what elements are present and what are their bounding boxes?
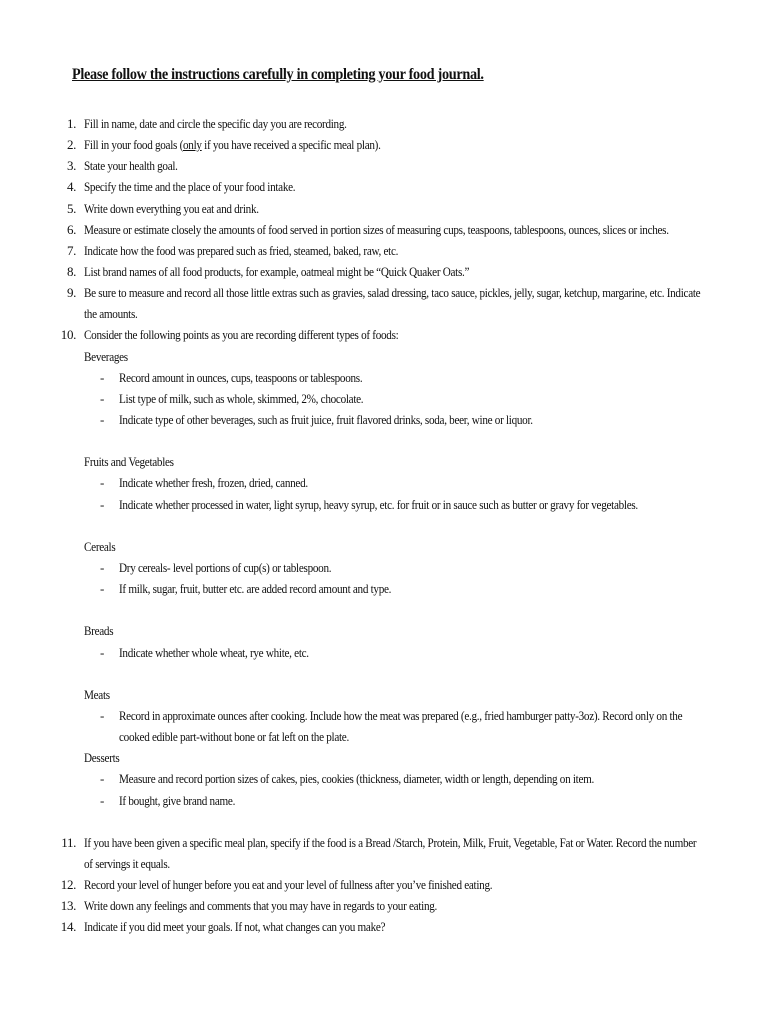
item-text-part: if you have received a specific meal plan). [201, 137, 381, 153]
item-text: Indicate how the food was prepared such as fried, steamed, baked, raw, etc. [84, 242, 399, 258]
spacer [0, 515, 770, 536]
item-text: Specify the time and the place of your food intake. [84, 179, 296, 195]
dash-bullet: - [100, 792, 104, 808]
point-text: cooked edible part-without bone or fat left on the plate. [119, 729, 349, 745]
category-heading [0, 536, 770, 557]
underlined-word: only [182, 137, 202, 153]
bullet-point [0, 409, 770, 430]
category-heading [0, 747, 770, 768]
list-item-continuation [0, 303, 770, 324]
list-item [0, 916, 770, 937]
point-text: Indicate whether processed in water, light syrup, heavy syrup, etc. for fruit or in sauce such as butter or gravy for vegetables. [119, 496, 638, 512]
bullet-point [0, 768, 770, 789]
item-number: 6. [66, 221, 76, 237]
point-text: Record in approximate ounces after cooking. Include how the meat was prepared (e.g., fried hamburger patty-3oz). Record only on the [119, 707, 683, 723]
item-number: 11. [61, 834, 76, 850]
item-text: Write down everything you eat and drink. [84, 200, 259, 216]
point-text: If milk, sugar, fruit, butter etc. are added record amount and type. [119, 581, 392, 597]
dash-bullet: - [100, 496, 104, 512]
spacer [0, 599, 770, 620]
point-text: Indicate whether fresh, frozen, dried, canned. [119, 475, 308, 491]
item-text: If you have been given a specific meal plan, specify if the food is a Bread /Starch, Protein, Milk, Fruit, Vegetable, Fat or Water. Record the number [84, 834, 697, 850]
instructions-list [0, 113, 770, 937]
point-text: Dry cereals- level portions of cup(s) or tablespoon. [119, 559, 332, 575]
item-number: 10. [60, 327, 76, 343]
list-item [0, 895, 770, 916]
item-number: 4. [66, 179, 76, 195]
point-text: Indicate whether whole wheat, rye white, etc. [119, 644, 309, 660]
list-item [0, 324, 770, 345]
point-text: Record amount in ounces, cups, teaspoons or tablespoons. [119, 369, 363, 385]
list-item [0, 113, 770, 134]
category-name: Breads [84, 623, 114, 639]
bullet-point [0, 472, 770, 493]
item-number: 2. [66, 137, 76, 153]
item-number: 13. [60, 898, 76, 914]
item-text: Indicate if you did meet your goals. If not, what changes can you make? [84, 919, 386, 935]
category-heading [0, 451, 770, 472]
bullet-point [0, 494, 770, 515]
bullet-point [0, 705, 770, 726]
item-text: Fill in name, date and circle the specific day you are recording. [84, 116, 347, 131]
document-title: Please follow the instructions carefully in completing your food journal. [72, 66, 484, 83]
item-number: 14. [60, 919, 76, 935]
point-text: List type of milk, such as whole, skimmed, 2%, chocolate. [119, 390, 364, 406]
point-text: Indicate type of other beverages, such as fruit juice, fruit flavored drinks, soda, beer, wine or liquor. [119, 411, 533, 427]
item-number: 1. [66, 116, 76, 131]
list-item [0, 832, 770, 853]
list-item [0, 134, 770, 155]
category-heading [0, 620, 770, 641]
spacer [0, 663, 770, 684]
category-name: Desserts [84, 750, 120, 766]
item-text: Write down any feelings and comments that you may have in regards to your eating. [84, 898, 438, 914]
category-heading [0, 346, 770, 367]
category-name: Beverages [84, 348, 128, 364]
dash-bullet: - [100, 644, 104, 660]
bullet-point [0, 557, 770, 578]
item-text-part: Fill in your food goals ( [84, 137, 183, 153]
bullet-point [0, 790, 770, 811]
bullet-point [0, 578, 770, 599]
item-number: 8. [66, 263, 76, 279]
item-text [84, 134, 381, 155]
bullet-point-continuation [0, 726, 770, 747]
dash-bullet: - [100, 559, 104, 575]
spacer [0, 430, 770, 451]
list-item [0, 261, 770, 282]
item-text: Be sure to measure and record all those little extras such as gravies, salad dressing, taco sauce, pickles, jelly, sugar, ketchup, margarine, etc. Indicate [84, 285, 701, 301]
item-text: Measure or estimate closely the amounts of food served in portion sizes of measuring cups, teaspoons, tablespoons, ounces, slices or inches. [84, 221, 669, 237]
dash-bullet: - [100, 771, 104, 787]
dash-bullet: - [100, 475, 104, 491]
list-item [0, 155, 770, 176]
dash-bullet: - [100, 707, 104, 723]
list-item [0, 282, 770, 303]
category-name: Meats [84, 686, 110, 702]
dash-bullet: - [100, 390, 104, 406]
point-text: Measure and record portion sizes of cakes, pies, cookies (thickness, diameter, width or length, depending on item. [119, 771, 595, 787]
item-number: 12. [60, 877, 76, 893]
point-text: If bought, give brand name. [119, 792, 236, 808]
item-text: Consider the following points as you are recording different types of foods: [84, 327, 399, 343]
bullet-point [0, 388, 770, 409]
bullet-point [0, 367, 770, 388]
item-text: State your health goal. [84, 158, 178, 174]
list-item [0, 219, 770, 240]
bullet-point [0, 642, 770, 663]
item-text: Record your level of hunger before you eat and your level of fullness after you’ve finished eating. [84, 877, 493, 893]
list-item [0, 874, 770, 895]
list-item [0, 176, 770, 197]
item-text: the amounts. [84, 306, 138, 322]
item-number: 5. [66, 200, 76, 216]
category-name: Fruits and Vegetables [84, 454, 174, 470]
category-heading [0, 684, 770, 705]
list-item [0, 240, 770, 261]
dash-bullet: - [100, 411, 104, 427]
category-name: Cereals [84, 538, 116, 554]
list-item-continuation [0, 853, 770, 874]
item-text: of servings it equals. [84, 855, 170, 871]
item-number: 3. [66, 158, 76, 174]
list-item [0, 198, 770, 219]
item-text: List brand names of all food products, for example, oatmeal might be “Quick Quaker Oats.” [84, 263, 470, 279]
item-number: 9. [66, 285, 76, 301]
dash-bullet: - [100, 581, 104, 597]
item-number: 7. [66, 242, 76, 258]
spacer [0, 811, 770, 832]
dash-bullet: - [100, 369, 104, 385]
